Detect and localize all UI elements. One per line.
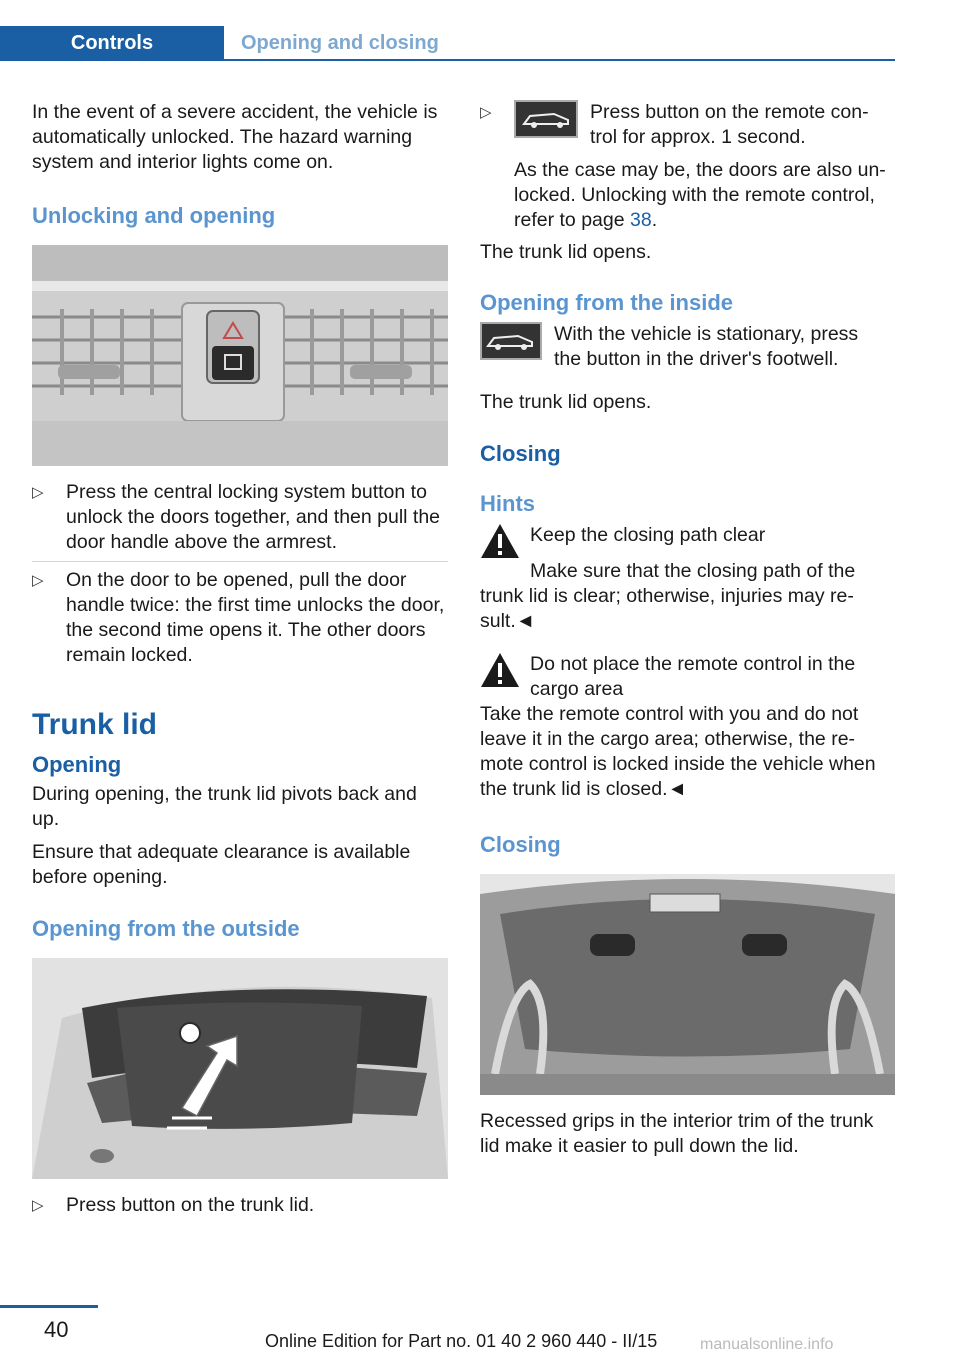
bullet-text: On the door to be opened, pull the door handle twice: the first time unlocks the door, the second time opens it. The other doors remain locked. (66, 569, 445, 666)
list-item (32, 1193, 448, 1218)
watermark: manualsonline.info (700, 1336, 834, 1353)
section-title[interactable]: Opening and closing (241, 32, 439, 54)
heading-opening: Opening (32, 752, 122, 777)
triangle-right-icon: ▷ (480, 104, 492, 121)
chapter-tab[interactable]: Controls (0, 26, 224, 61)
warning-triangle-icon (480, 523, 520, 559)
central-locking-button-figure (32, 245, 448, 466)
car-trunk-icon (514, 100, 578, 138)
warning-title: Do not place the remote control in the cargo area (530, 653, 856, 700)
remote-note (514, 158, 895, 233)
heading-closing-sub: Closing (480, 832, 561, 857)
heading-trunk-lid: Trunk lid (32, 708, 158, 741)
car-trunk-icon (480, 322, 542, 360)
page-link[interactable]: 38 (630, 209, 652, 231)
remote-note-end: . (651, 209, 658, 231)
heading-hints: Hints (480, 491, 535, 516)
footer-rule (0, 1305, 98, 1308)
trunk-opens-text-2: The trunk lid opens. (480, 391, 652, 413)
bullet-text: Press the central locking system button to unlock the doors together, and then pull the door handle above the armrest. (66, 481, 441, 553)
bullet-text: Press button on the trunk lid. (66, 1194, 315, 1216)
heading-closing: Closing (480, 441, 561, 466)
trunk-lid-interior-figure (480, 874, 895, 1095)
list-item (32, 568, 448, 668)
warning-block-2 (480, 652, 895, 702)
inside-text: With the vehicle is stationary, press the button in the driver's footwell. (554, 323, 859, 370)
opening-paragraph-1: During opening, the trunk lid pivots back and up. (32, 783, 417, 830)
warning-block-1 (480, 523, 895, 559)
trunk-lid-outside-figure (32, 958, 448, 1179)
trunk-opens-text: The trunk lid opens. (480, 241, 652, 263)
page-header (0, 26, 895, 61)
opening-paragraph-2: Ensure that adequate clearance is available before opening. (32, 841, 411, 888)
right-column (480, 100, 895, 1159)
triangle-right-icon: ▷ (32, 484, 44, 501)
list-item (32, 480, 448, 555)
warning-text: Take the remote control with you and do not leave it in the cargo area; otherwise, the re-mote control is locked inside the vehicle when the trunk lid is closed.◄ (480, 703, 876, 800)
heading-opening-inside: Opening from the inside (480, 290, 734, 315)
bullet-text: Press button on the remote con-trol for approx. 1 second. (590, 101, 869, 148)
footer-edition: Online Edition for Part no. 01 40 2 960 440 - II/15 (265, 1331, 658, 1351)
page-number: 40 (44, 1317, 69, 1342)
header-rule (224, 59, 895, 61)
closing-text: Recessed grips in the interior trim of the trunk lid make it easier to pull down the lid. (480, 1110, 874, 1157)
warning-text: Make sure that the closing path of the trunk lid is clear; otherwise, injuries may re-sult.◄ (480, 560, 856, 632)
warning-title: Keep the closing path clear (530, 524, 766, 546)
triangle-right-icon: ▷ (32, 1197, 44, 1214)
triangle-right-icon: ▷ (32, 572, 44, 589)
inside-block (480, 322, 895, 372)
left-column (32, 100, 448, 1218)
warning-triangle-icon (480, 652, 520, 688)
heading-unlocking-opening: Unlocking and opening (32, 203, 276, 228)
intro-paragraph: In the event of a severe accident, the vehicle is automatically unlocked. The hazard warning system and interior lights come on. (32, 101, 438, 173)
remote-note-text: As the case may be, the doors are also un-locked. Unlocking with the remote control, refer to page (514, 159, 886, 231)
heading-opening-outside: Opening from the outside (32, 916, 300, 941)
list-item (480, 100, 895, 233)
